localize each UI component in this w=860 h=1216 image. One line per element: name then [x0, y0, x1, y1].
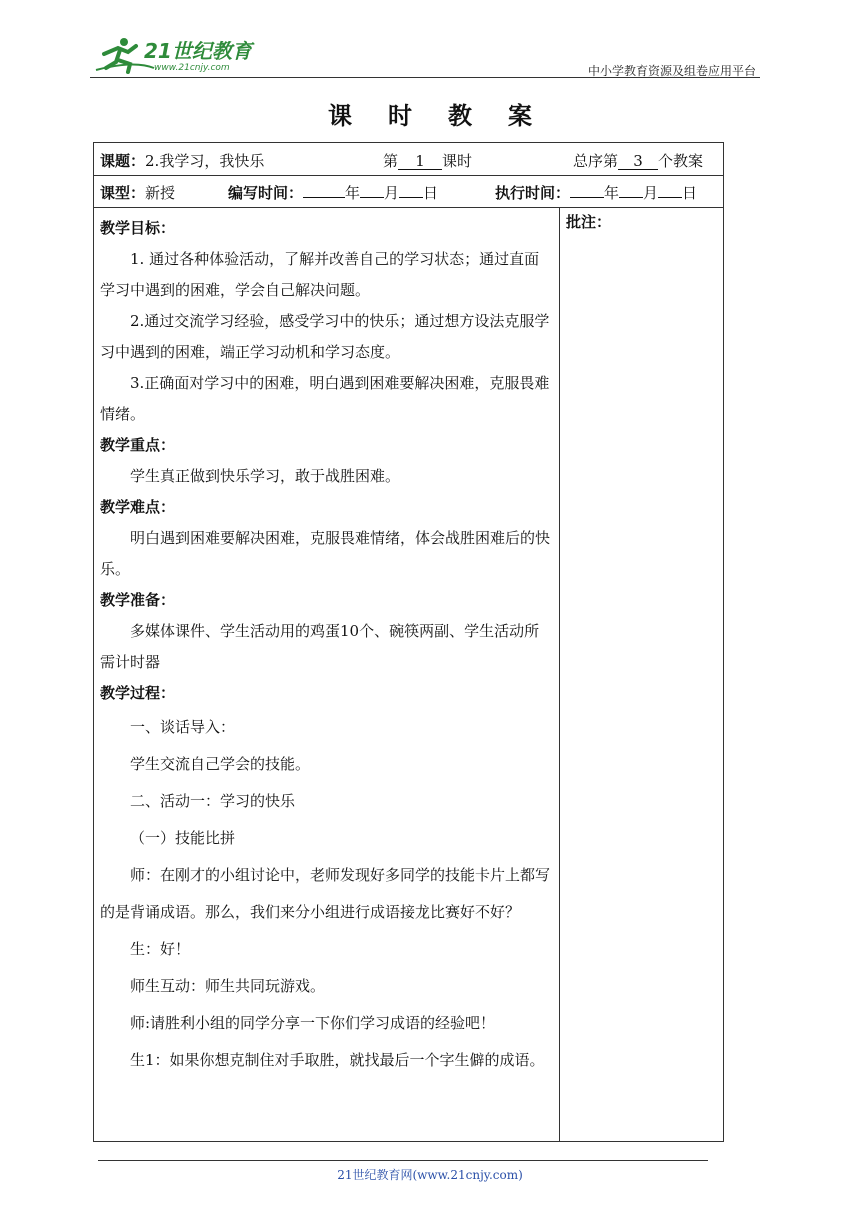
notes-cell: [560, 207, 723, 1141]
type-label: 课型：: [100, 184, 146, 202]
lesson-content-cell: [94, 207, 560, 1141]
goal-heading: 教学目标：: [100, 219, 176, 237]
exec-month-unit: 月: [643, 184, 659, 202]
topic-value: 2.我学习，我快乐: [145, 152, 265, 170]
lesson-plan-table: [93, 142, 724, 1142]
footer-divider: [98, 1160, 708, 1161]
goal-1: 1. 通过各种体验活动，了解并改善自己的学习状态；通过直面学习中遇到的困难，学会自己解决问题。: [100, 250, 540, 299]
preparation-text: 多媒体课件、学生活动用的鸡蛋10个、碗筷两副、学生活动所需计时器: [100, 622, 540, 671]
exec-time-cell: [495, 182, 697, 203]
difficulty-point: 明白遇到困难要解决困难，克服畏难情绪，体会战胜困难后的快乐。: [100, 529, 551, 578]
page-header: [90, 30, 760, 78]
write-day-unit: 日: [423, 184, 439, 202]
exec-day-unit: 日: [682, 184, 698, 202]
total-number: 3: [618, 153, 658, 170]
process-step: 师：在刚才的小组讨论中，老师发现好多同学的技能卡片上都写的是背诵成语。那么，我们来分小组进行成语接龙比赛好不好？: [100, 866, 551, 921]
process-step: 师生互动：师生共同玩游戏。: [130, 977, 326, 995]
topic-cell: [100, 150, 264, 171]
total-prefix: 总序第: [573, 152, 619, 170]
platform-name: 中小学教育资源及组卷应用平台: [587, 64, 756, 78]
process-step: 师:请胜利小组的同学分享一下你们学习成语的经验吧！: [130, 1014, 496, 1032]
lesson-suffix: 课时: [442, 152, 473, 170]
total-number-cell: [573, 150, 703, 171]
type-value: 新授: [145, 184, 176, 202]
write-year-blank: [303, 197, 345, 198]
goal-2: 2.通过交流学习经验，感受学习中的快乐；通过想方设法克服学习中遇到的困难，端正学习动机和学习态度。: [100, 312, 550, 361]
process-step: 生1：如果你想克制住对手取胜，就找最后一个字生僻的成语。: [130, 1051, 545, 1069]
total-suffix: 个教案: [658, 152, 704, 170]
key-heading: 教学重点：: [100, 436, 176, 454]
process-step: 学生交流自己学会的技能。: [130, 755, 311, 773]
logo: [94, 34, 264, 74]
document-title: 课时教案: [328, 102, 568, 130]
exec-year-blank: [570, 197, 604, 198]
lesson-number: 1: [398, 153, 442, 170]
exec-year-unit: 年: [604, 184, 620, 202]
goal-3: 3.正确面对学习中的困难，明白遇到困难要解决困难，克服畏难情绪。: [100, 374, 550, 423]
lesson-prefix: 第: [383, 152, 399, 170]
process-step: （一）技能比拼: [130, 829, 236, 847]
difficulty-heading: 教学难点：: [100, 498, 176, 516]
lesson-number-cell: [383, 150, 472, 171]
process-step: 生：好！: [130, 940, 191, 958]
logo-text: 21世纪教育: [144, 39, 252, 63]
write-month-unit: 月: [384, 184, 400, 202]
process-steps: [100, 709, 552, 1079]
exec-month-blank: [619, 197, 643, 198]
type-cell: [100, 182, 175, 203]
topic-label: 课题：: [100, 152, 146, 170]
key-point: 学生真正做到快乐学习，敢于战胜困难。: [130, 467, 401, 485]
notes-label: 批注：: [566, 213, 612, 231]
process-heading: 教学过程：: [100, 684, 176, 702]
preparation-heading: 教学准备：: [100, 591, 176, 609]
write-day-blank: [399, 197, 423, 198]
process-step: 二、活动一：学习的快乐: [130, 792, 296, 810]
write-time-label: 编写时间：: [228, 184, 304, 202]
exec-time-label: 执行时间：: [495, 184, 571, 202]
lesson-content: [100, 213, 552, 1079]
process-step: 一、谈话导入：: [130, 718, 236, 736]
write-time-cell: [228, 182, 438, 203]
topic-row: [94, 143, 723, 176]
footer-text: 21世纪教育网(www.21cnjy.com): [337, 1168, 523, 1182]
exec-day-blank: [658, 197, 682, 198]
type-row: [94, 175, 723, 208]
write-year-unit: 年: [345, 184, 361, 202]
write-month-blank: [360, 197, 384, 198]
header-divider: [90, 77, 760, 78]
logo-url: www.21cnjy.com: [154, 63, 230, 73]
